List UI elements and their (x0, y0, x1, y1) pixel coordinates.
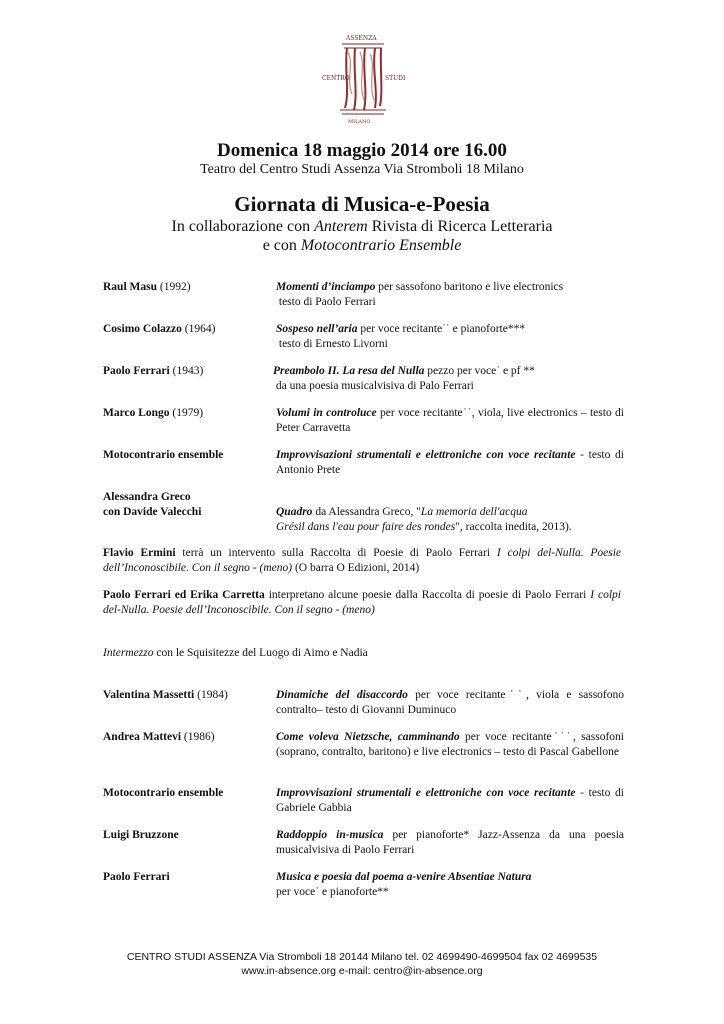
collaboration-line-1: In collaborazione con Anterem Rivista di Ricerca Letteraria (171, 218, 553, 235)
centro-studi-assenza-logo (320, 30, 406, 126)
event-venue: Teatro del Centro Studi Assenza Via Stromboli 18 Milano (200, 162, 524, 177)
reading-paragraph: Paolo Ferrari ed Erika Carretta interpretano alcune poesie dalla Raccolta di poesie di Paolo Ferrari I colpi del-Nulla. Poesie dell’Inconoscibile. Con il segno - (meno) (103, 589, 622, 616)
logo-bottom-text: MILANO (348, 119, 371, 125)
collaboration-line-2: e con Motocontrario Ensemble (262, 237, 462, 254)
logo-top-text: ASSENZA (346, 35, 377, 42)
footer-contacts: www.in-absence.org e-mail: centro@in-absence.org (241, 965, 483, 977)
logo-right-text: STUDI (385, 75, 406, 82)
event-date: Domenica 18 maggio 2014 ore 16.00 (217, 140, 507, 161)
event-title: Giornata di Musica-e-Poesia (234, 192, 490, 216)
intermezzo-line: Intermezzo con le Squisitezze del Luogo di Aimo e Nadia (103, 647, 368, 659)
footer-address: CENTRO STUDI ASSENZA Via Stromboli 18 20144 Milano tel. 02 4699490-4699504 fax 02 4699535 (126, 951, 598, 963)
flavio-ermini-paragraph: Flavio Ermini terrà un intervento sulla Raccolta di Poesie di Paolo Ferrari I colpi del-Nulla. Poesie dell’Inconoscibile. Con il segno - (meno) (O barra O Edizioni, 2014) (103, 547, 622, 574)
logo-left-text: CENTRO (322, 75, 350, 82)
